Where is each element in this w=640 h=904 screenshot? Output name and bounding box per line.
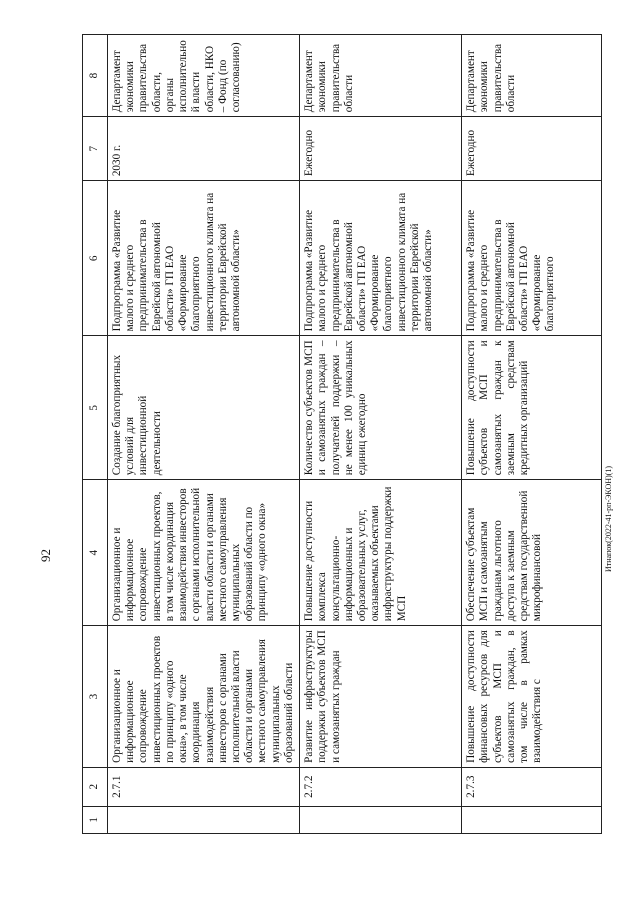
header-cell: 6 <box>83 181 108 336</box>
row-blank-cell <box>108 806 300 833</box>
responsible-party: Департамент экономики правительства области <box>462 35 602 117</box>
row-blank-cell <box>462 806 602 833</box>
document-id-footer: Итнапок(2022-41-рп-ЭКОН)(1) <box>604 465 613 572</box>
expected-result: Создание благоприятных условий для инвестиционной деятельности <box>108 336 300 480</box>
table-row <box>462 35 602 834</box>
measures-table <box>82 34 602 834</box>
expected-result: Повышение доступности субъектов МСП и самозанятых граждан к заемным средствам кредитных организаций <box>462 336 602 480</box>
program-document: Подпрограмма «Развитие малого и среднего предпринимательства в Еврейской автономной области» ГП ЕАО «Формирование благоприятного <box>462 181 602 336</box>
header-cell: 5 <box>83 336 108 480</box>
header-row <box>83 35 108 834</box>
deadline: Ежегодно <box>462 117 602 181</box>
measure-content: Обеспечение субъектам МСП и самозанятым гражданам льготного доступа к заемным средствам государственной микрофинансовой <box>462 480 602 626</box>
measure-content: Повышение доступности комплекса консультационно-информационных и образовательных услуг, оказываемых объектами инфраструктуры поддержки МСП <box>300 480 462 626</box>
deadline: 2030 г. <box>108 117 300 181</box>
deadline: Ежегодно <box>300 117 462 181</box>
item-number: 2.7.3 <box>462 767 602 806</box>
item-number: 2.7.1 <box>108 767 300 806</box>
item-number: 2.7.2 <box>300 767 462 806</box>
page-number: 92 <box>38 549 53 562</box>
measure-name: Развитие инфраструктуры поддержки субъектов МСП и самозанятых граждан <box>300 626 462 768</box>
measures-table-container <box>82 34 602 834</box>
responsible-party: Департамент экономики правительства области <box>300 35 462 117</box>
header-cell: 8 <box>83 35 108 117</box>
measure-name: Организационное и информационное сопровождение инвестиционных проектов по принципу «одного окна», в том числе координация взаимодействия инвесторов с органами исполнительной власти области и органами местного самоуправления муниципальных образований области <box>108 626 300 768</box>
row-blank-cell <box>300 806 462 833</box>
expected-result: Количество субъектов МСП и самозанятых граждан – получателей поддержки – не менее 100 уникальных единиц ежегодно <box>300 336 462 480</box>
header-cell: 4 <box>83 480 108 626</box>
table-row <box>108 35 300 834</box>
responsible-party: Департамент экономики правительства области, органы исполнительной власти области, НКО – Фонд (по согласованию) <box>108 35 300 117</box>
measure-name: Повышение доступности финансовых ресурсов для субъектов МСП и самозанятых граждан, в том числе в рамках взаимодействия с <box>462 626 602 768</box>
program-document: Подпрограмма «Развитие малого и среднего предпринимательства в Еврейской автономной области» ГП ЕАО «Формирование благоприятного инвестиционного климата на территории Еврейской автономной области» <box>108 181 300 336</box>
table-row <box>300 35 462 834</box>
program-document: Подпрограмма «Развитие малого и среднего предпринимательства в Еврейской автономной области» ГП ЕАО «Формирование благоприятного инвестиционного климата на территории Еврейской автономной области» <box>300 181 462 336</box>
measure-content: Организационное и информационное сопровождение инвестиционных проектов, в том числе координация взаимодействия инвесторов с органами исполнительной власти области и органами местного самоуправления муниципальных образований области по принципу «одного окна» <box>108 480 300 626</box>
header-cell: 3 <box>83 626 108 768</box>
header-cell: 2 <box>83 767 108 806</box>
header-cell: 7 <box>83 117 108 181</box>
header-cell: 1 <box>83 806 108 833</box>
